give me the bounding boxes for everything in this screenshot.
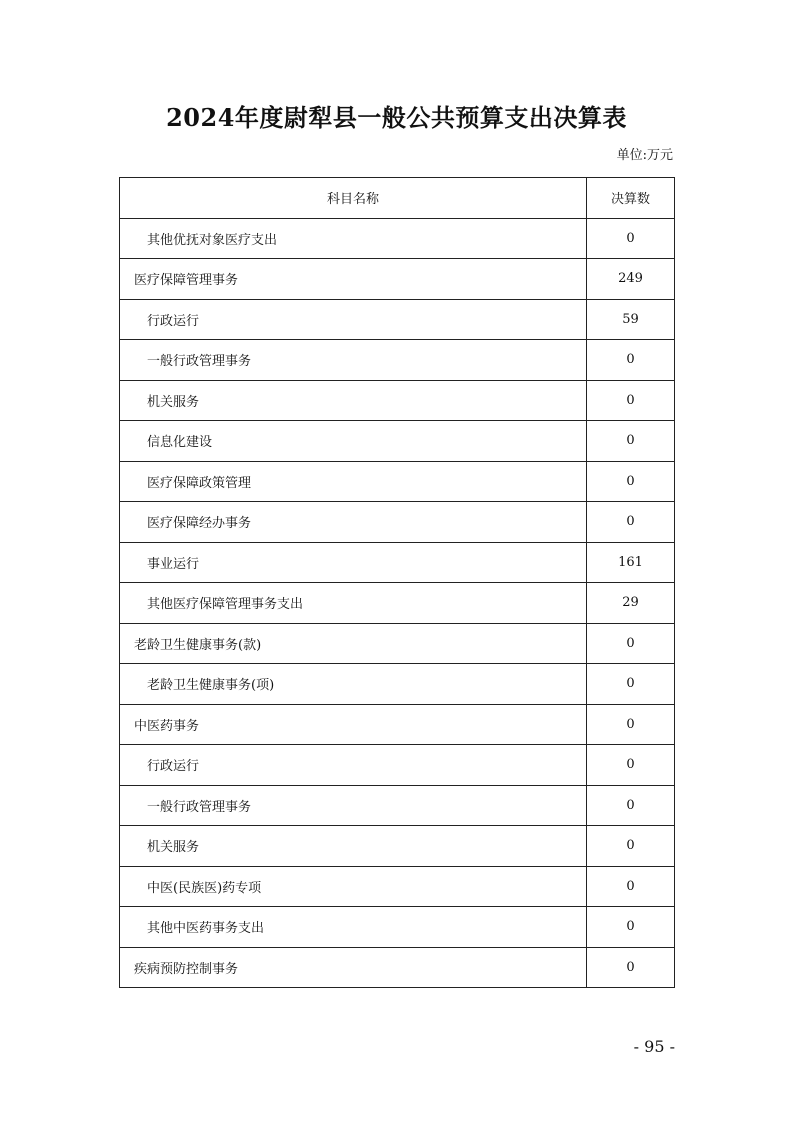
- column-header-name: 科目名称: [120, 178, 587, 219]
- row-item-value: 161: [587, 542, 675, 583]
- row-item-name: 医疗保障管理事务: [120, 259, 587, 300]
- table-row: [120, 380, 675, 421]
- table-row: [120, 340, 675, 381]
- table-header-row: [120, 178, 675, 219]
- row-item-value: 0: [587, 664, 675, 705]
- row-item-name: 其他医疗保障管理事务支出: [120, 583, 587, 624]
- budget-table: [119, 177, 675, 988]
- row-item-value: 0: [587, 623, 675, 664]
- row-item-name: 老龄卫生健康事务(款): [120, 623, 587, 664]
- table-row: [120, 623, 675, 664]
- row-item-value: 0: [587, 380, 675, 421]
- row-item-name: 其他中医药事务支出: [120, 907, 587, 948]
- table-body: [120, 218, 675, 988]
- row-item-value: 0: [587, 502, 675, 543]
- row-item-name: 其他优抚对象医疗支出: [120, 218, 587, 259]
- table-row: [120, 218, 675, 259]
- row-item-name: 事业运行: [120, 542, 587, 583]
- row-item-value: 29: [587, 583, 675, 624]
- row-item-value: 249: [587, 259, 675, 300]
- row-item-name: 行政运行: [120, 299, 587, 340]
- row-item-value: 0: [587, 785, 675, 826]
- table-row: [120, 461, 675, 502]
- table-row: [120, 907, 675, 948]
- row-item-value: 0: [587, 340, 675, 381]
- row-item-value: 0: [587, 218, 675, 259]
- row-item-value: 0: [587, 745, 675, 786]
- row-item-name: 机关服务: [120, 380, 587, 421]
- row-item-name: 医疗保障政策管理: [120, 461, 587, 502]
- table-row: [120, 542, 675, 583]
- table-row: [120, 502, 675, 543]
- row-item-value: 0: [587, 704, 675, 745]
- row-item-name: 中医(民族医)药专项: [120, 866, 587, 907]
- row-item-value: 0: [587, 461, 675, 502]
- row-item-name: 老龄卫生健康事务(项): [120, 664, 587, 705]
- table-row: [120, 421, 675, 462]
- row-item-name: 信息化建设: [120, 421, 587, 462]
- table-row: [120, 866, 675, 907]
- table-row: [120, 583, 675, 624]
- row-item-value: 0: [587, 907, 675, 948]
- table-row: [120, 259, 675, 300]
- row-item-value: 0: [587, 866, 675, 907]
- row-item-name: 一般行政管理事务: [120, 785, 587, 826]
- table-row: [120, 704, 675, 745]
- table-row: [120, 745, 675, 786]
- row-item-name: 中医药事务: [120, 704, 587, 745]
- row-item-value: 0: [587, 421, 675, 462]
- table-row: [120, 664, 675, 705]
- row-item-name: 行政运行: [120, 745, 587, 786]
- table-row: [120, 785, 675, 826]
- unit-label: 单位:万元: [616, 148, 673, 163]
- row-item-name: 疾病预防控制事务: [120, 947, 587, 988]
- row-item-value: 0: [587, 826, 675, 867]
- column-header-value: 决算数: [587, 178, 675, 219]
- row-item-value: 0: [587, 947, 675, 988]
- table-row: [120, 947, 675, 988]
- document-title: 2024年度尉犁县一般公共预算支出决算表: [166, 103, 627, 132]
- page-number: - 95 -: [633, 1037, 675, 1056]
- row-item-name: 机关服务: [120, 826, 587, 867]
- row-item-value: 59: [587, 299, 675, 340]
- table-row: [120, 826, 675, 867]
- row-item-name: 一般行政管理事务: [120, 340, 587, 381]
- row-item-name: 医疗保障经办事务: [120, 502, 587, 543]
- table-row: [120, 299, 675, 340]
